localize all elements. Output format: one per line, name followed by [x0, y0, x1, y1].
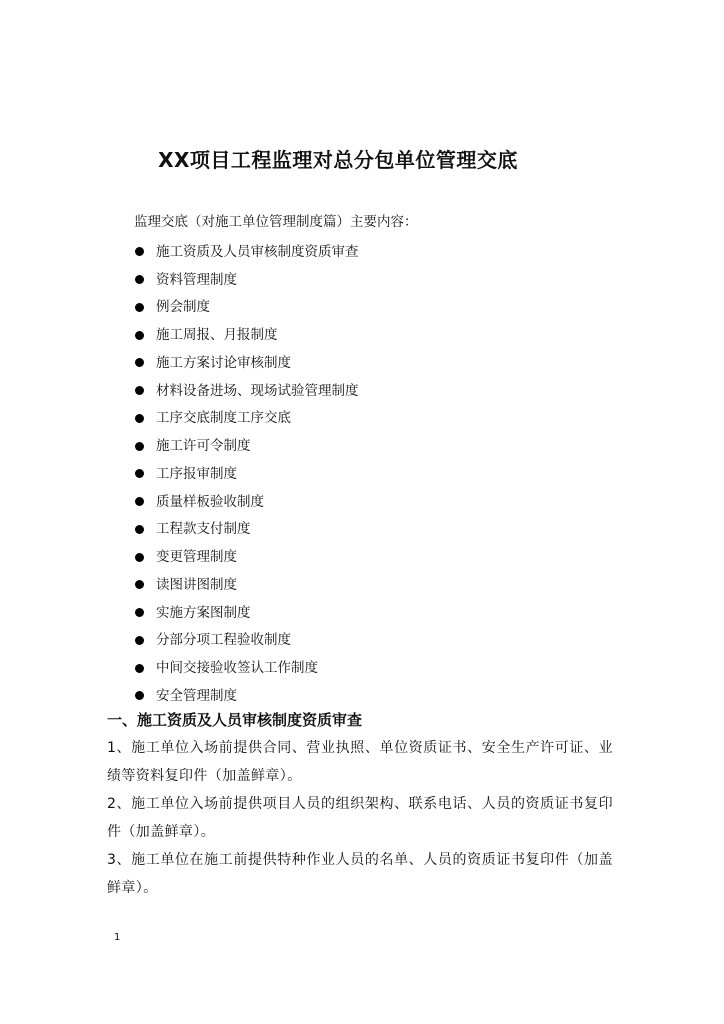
section-heading: 一、施工资质及人员审核制度资质审查 — [107, 711, 363, 729]
bullet-icon — [135, 386, 144, 395]
bullet-item — [134, 599, 359, 627]
bullet-item — [134, 460, 359, 488]
bullet-text: 资料管理制度 — [156, 271, 237, 288]
bullet-text: 安全管理制度 — [156, 687, 237, 704]
bullet-text: 中间交接验收签认工作制度 — [156, 660, 318, 677]
bullet-icon — [135, 469, 144, 478]
bullet-text: 实施方案图制度 — [156, 604, 251, 621]
bullet-text: 变更管理制度 — [156, 549, 237, 566]
bullet-icon — [135, 442, 144, 451]
paragraph-3: 3、施工单位在施工前提供特种作业人员的名单、人员的资质证书复印件（加盖鲜章）。 — [107, 852, 613, 896]
bullet-item — [134, 405, 359, 433]
bullet-icon — [135, 525, 144, 534]
bullet-item — [134, 488, 359, 516]
bullet-icon — [135, 608, 144, 617]
bullet-item — [134, 294, 359, 322]
bullet-icon — [135, 664, 144, 673]
bullet-text: 分部分项工程验收制度 — [156, 632, 291, 649]
bullet-icon — [135, 331, 144, 340]
paragraph-1: 1、施工单位入场前提供合同、营业执照、单位资质证书、安全生产许可证、业绩等资料复印件（加盖鲜章）。 — [107, 740, 613, 784]
bullet-text: 施工许可令制度 — [156, 438, 251, 455]
bullet-item — [134, 543, 359, 571]
bullet-item — [134, 516, 359, 544]
bullet-text: 质量样板验收制度 — [156, 493, 264, 510]
bullet-icon — [135, 358, 144, 367]
bullet-icon — [135, 580, 144, 589]
bullet-item — [134, 321, 359, 349]
bullet-icon — [135, 497, 144, 506]
intro-text: 监理交底（对施工单位管理制度篇）主要内容： — [134, 214, 418, 230]
bullet-icon — [135, 691, 144, 700]
bullet-text: 施工方案讨论审核制度 — [156, 354, 291, 371]
bullet-item — [134, 654, 359, 682]
bullet-item — [134, 377, 359, 405]
bullet-icon — [135, 303, 144, 312]
bullet-icon — [135, 275, 144, 284]
bullet-text: 施工周报、月报制度 — [156, 327, 278, 344]
bullet-text: 材料设备进场、现场试验管理制度 — [156, 382, 359, 399]
document-title: XX项目工程监理对总分包单位管理交底 — [158, 148, 518, 172]
bullet-icon — [135, 636, 144, 645]
bullet-icon — [135, 247, 144, 256]
bullet-text: 工序报审制度 — [156, 465, 237, 482]
bullet-text: 读图讲图制度 — [156, 576, 237, 593]
bullet-item — [134, 266, 359, 294]
bullet-item — [134, 349, 359, 377]
bullet-item — [134, 432, 359, 460]
bullet-icon — [135, 414, 144, 423]
bullet-text: 工程款支付制度 — [156, 521, 251, 538]
bullet-item — [134, 571, 359, 599]
paragraph-2: 2、施工单位入场前提供项目人员的组织架构、联系电话、人员的资质证书复印件（加盖鲜章）。 — [107, 796, 613, 840]
bullet-item — [134, 682, 359, 710]
page-number: 1 — [114, 932, 121, 943]
bullet-text: 施工资质及人员审核制度资质审查 — [156, 243, 359, 260]
bullet-item — [134, 627, 359, 655]
bullet-icon — [135, 553, 144, 562]
bullet-text: 例会制度 — [156, 299, 210, 316]
bullet-item — [134, 238, 359, 266]
bullet-text: 工序交底制度工序交底 — [156, 410, 291, 427]
bullet-list — [134, 238, 359, 710]
